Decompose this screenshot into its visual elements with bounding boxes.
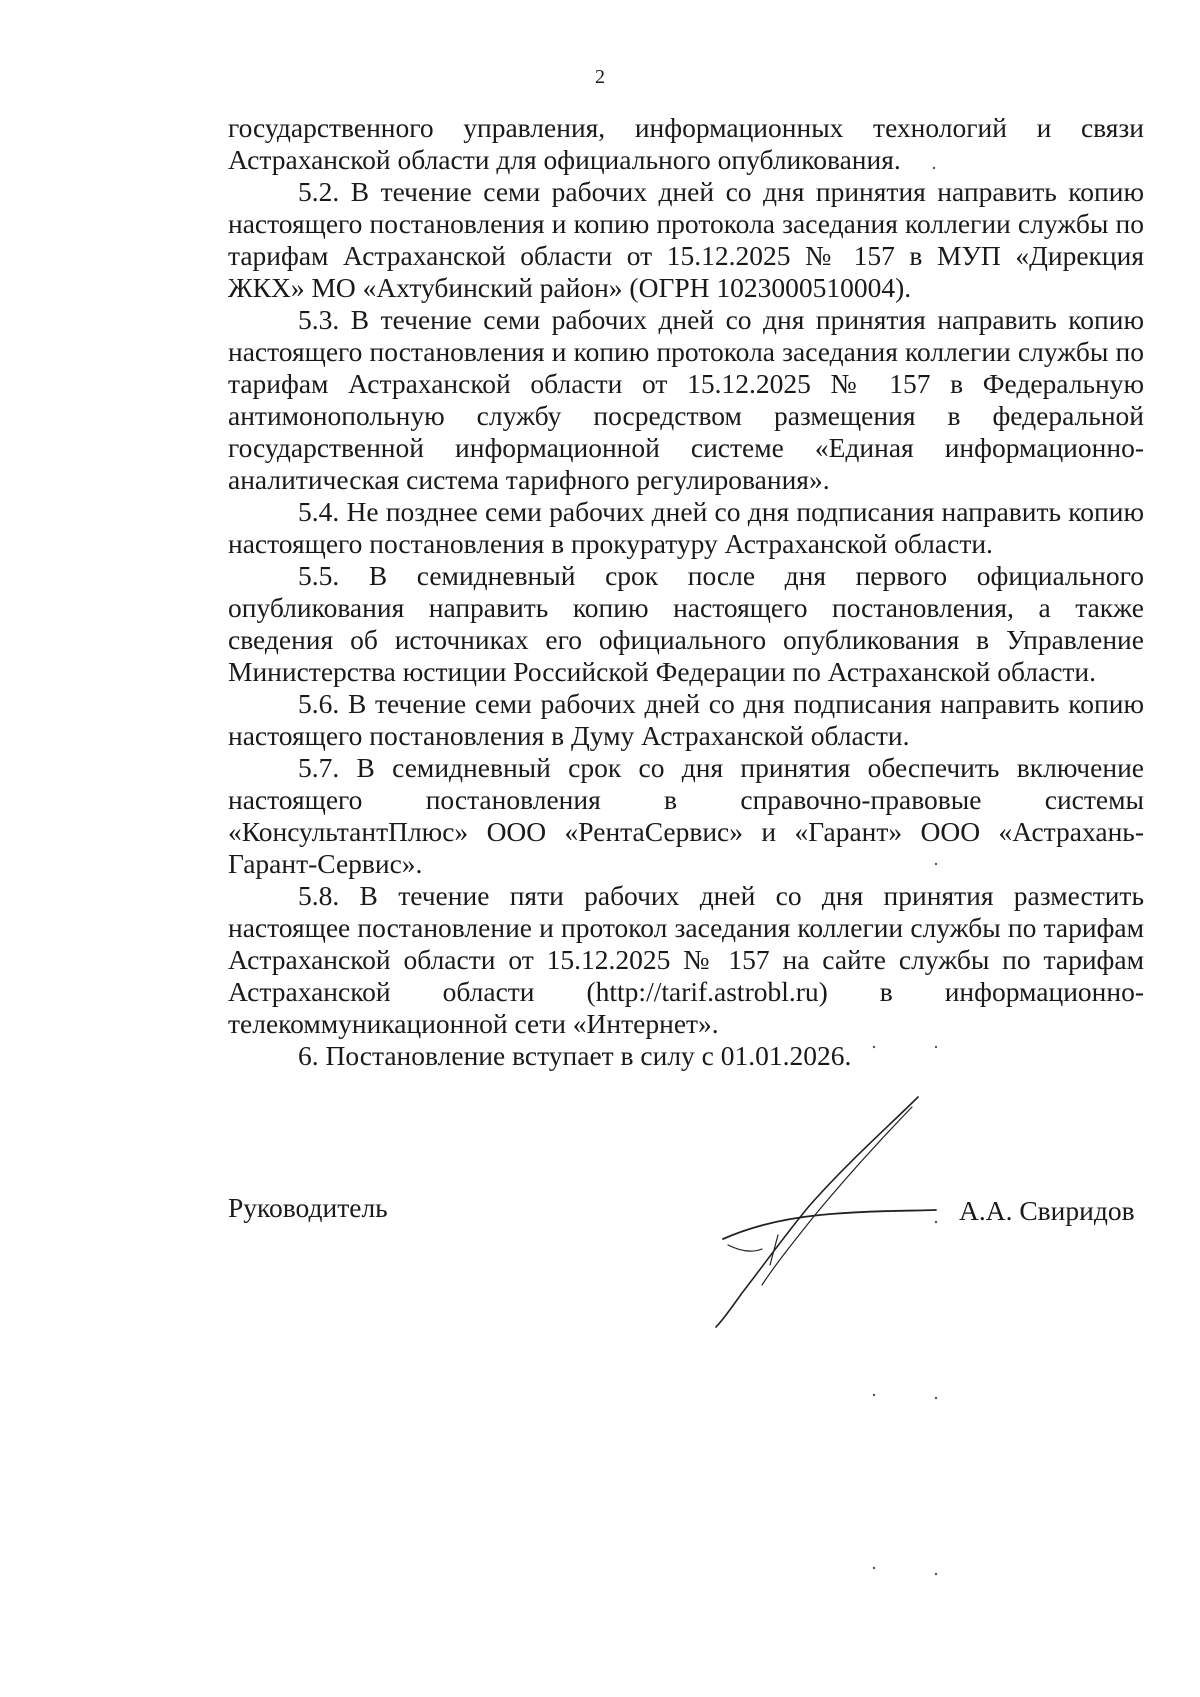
paragraph-5-5: 5.5. В семидневный срок после дня первого официального опубликования направить копию настоящего постановления, а также сведения об источниках его официального опубликования в Управление Министерства юстиции Российской Федерации по Астраханской области. [228,560,1144,687]
paragraph-5-6: 5.6. В течение семи рабочих дней со дня подписания направить копию настоящего постановления в Думу Астраханской области. [228,688,1144,751]
paragraph-5-7: 5.7. В семидневный срок со дня принятия обеспечить включение настоящего постановления в справочно-правовые системы «КонсультантПлюс» ООО «РентаСервис» и «Гарант» ООО «Астрахань-Гарант-Сервис». [228,752,1144,879]
paragraph-5-4: 5.4. Не позднее семи рабочих дней со дня подписания направить копию настоящего постановления в прокуратуру Астраханской области. [228,496,1144,559]
paragraph-continuation: государственного управления, информационных технологий и связи Астраханской области для официального опубликования. [228,112,1144,175]
paragraph-5-2: 5.2. В течение семи рабочих дней со дня принятия направить копию настоящего постановления и копию протокола заседания коллегии службы по тарифам Астраханской области от 15.12.2025 № 157 в МУП «Дирекция ЖКХ» МО «Ахтубинский район» (ОГРН 1023000510004). [228,176,1144,303]
paragraph-5-8: 5.8. В течение пяти рабочих дней со дня принятия разместить настоящее постановление и протокол заседания коллегии службы по тарифам Астраханской области от 15.12.2025 № 157 на сайте службы по тарифам Астраханской области (http://tarif.astrobl.ru) в информационно-телекоммуникационной сети «Интернет». [228,880,1144,1039]
paragraph-5-3: 5.3. В течение семи рабочих дней со дня принятия направить копию настоящего постановления и копию протокола заседания коллегии службы по тарифам Астраханской области от 15.12.2025 № 157 в Федеральную антимонопольную службу посредством размещения в федеральной государственной информационной системе «Единая информационно-аналитическая система тарифного регулирования». [228,304,1144,495]
signatory-role: Руководитель [228,1192,388,1223]
page-number: 2 [595,66,605,88]
paragraph-6: 6. Постановление вступает в силу с 01.01.2026. [298,1040,852,1071]
signatory-name: А.А. Свиридов [959,1195,1135,1226]
